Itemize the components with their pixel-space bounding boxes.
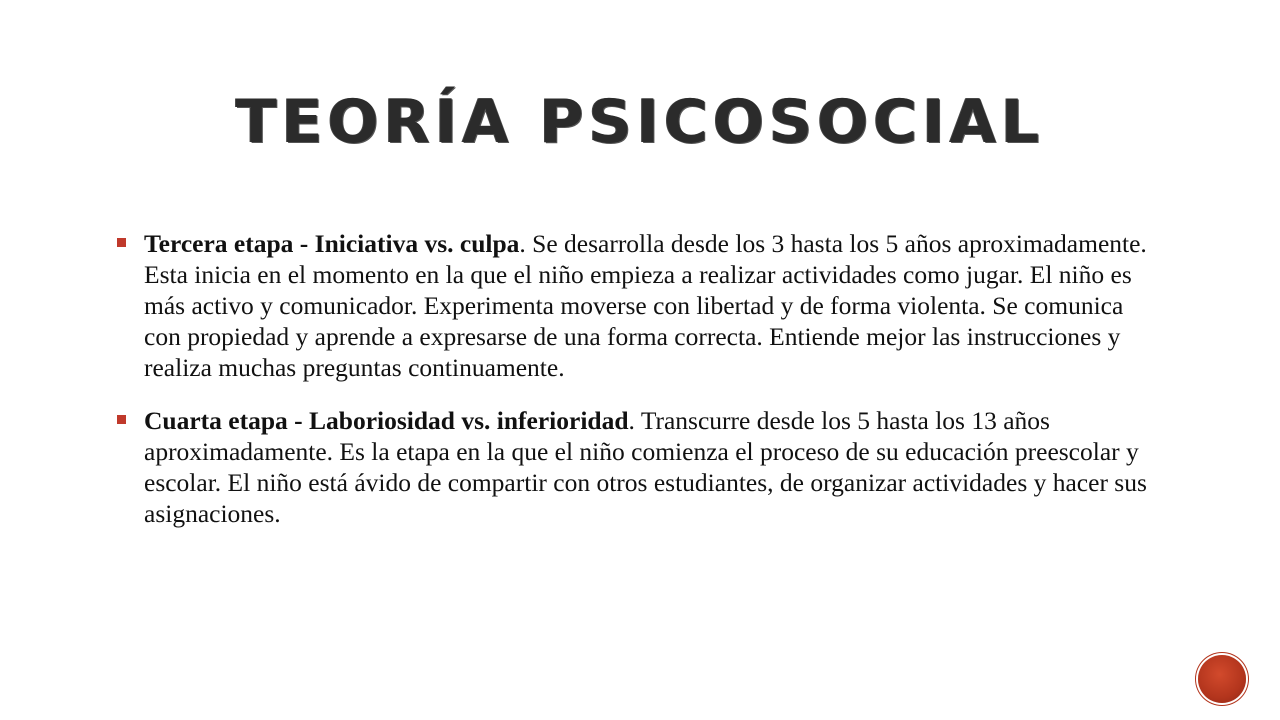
item-heading: Cuarta etapa - Laboriosidad vs. inferioridad xyxy=(144,406,629,435)
list-item xyxy=(110,405,1150,529)
bullet-square-icon xyxy=(117,238,126,247)
slide-title: TEORÍA PSICOSOCIAL xyxy=(235,87,1045,157)
bullet-list xyxy=(110,228,1150,551)
list-item xyxy=(110,228,1150,383)
item-text: . Se desarrolla desde los 3 hasta los 5 años aproximadamente. Esta inicia en el momento en la que el niño empieza a realizar actividades como jugar. El niño es más activo y comunicador. Experimenta moverse con libertad y de forma violenta. Se comunica con propiedad y aprende a expresarse de una forma correcta. Entiende mejor las instrucciones y realiza muchas preguntas continuamente. xyxy=(144,229,1147,382)
bullet-square-icon xyxy=(117,415,126,424)
item-heading: Tercera etapa - Iniciativa vs. culpa xyxy=(144,229,520,258)
circle-logo-icon xyxy=(1198,655,1246,703)
item-text: . Transcurre desde los 5 hasta los 13 años aproximadamente. Es la etapa en la que el niño comienza el proceso de su educación preescolar y escolar. El niño está ávido de compartir con otros estudiantes, de organizar actividades y hacer sus asignaciones. xyxy=(144,406,1147,528)
